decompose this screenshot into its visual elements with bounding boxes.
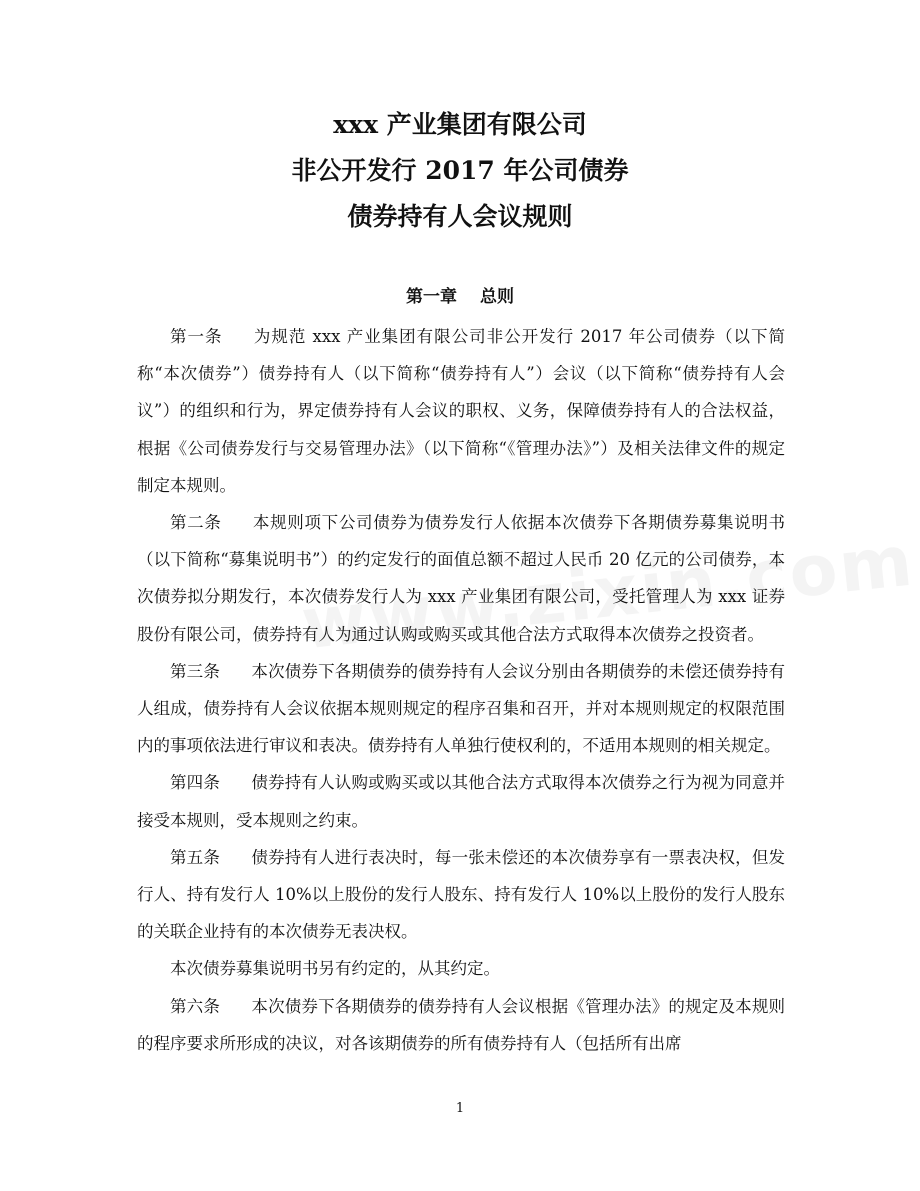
note-paragraph bbox=[137, 950, 785, 987]
article-paragraph bbox=[137, 318, 785, 504]
article-number: 第四条 bbox=[170, 773, 221, 793]
article-number: 第一条 bbox=[170, 327, 223, 346]
article-text: 本次债券下各期债券的债券持有人会议根据《管理办法》的规定及本规则的程序要求所形成的决议，对各该期债券的所有债券持有人（包括所有出席 bbox=[137, 996, 786, 1053]
document-title bbox=[0, 102, 920, 240]
article-number: 第三条 bbox=[170, 661, 221, 681]
article-paragraph bbox=[137, 988, 785, 1062]
article-paragraph bbox=[137, 839, 785, 951]
chapter-heading: 第一章 总则 bbox=[406, 287, 514, 307]
article-text: 债券持有人认购或购买或以其他合法方式取得本次债券之行为视为同意并接受本规则，受本规则之约束。 bbox=[137, 773, 786, 830]
article-text: 债券持有人进行表决时，每一张未偿还的本次债券享有一票表决权，但发行人、持有发行人 10%以上股份的发行人股东、持有发行人 10%以上股份的发行人股东的关联企业持有的本次债券无表决权。 bbox=[137, 847, 786, 942]
article-paragraph bbox=[137, 653, 785, 765]
article-paragraph bbox=[137, 504, 785, 653]
article-number: 第五条 bbox=[170, 847, 221, 867]
article-number: 第六条 bbox=[170, 996, 221, 1016]
title-line-issue: 非公开发行 2017 年公司债券 bbox=[291, 156, 629, 185]
title-line-rules: 债券持有人会议规则 bbox=[347, 202, 573, 231]
article-text: 本次债券下各期债券的债券持有人会议分别由各期债券的未偿还债券持有人组成，债券持有人会议依据本规则规定的程序召集和召开，并对本规则规定的权限范围内的事项依法进行审议和表决。债券持有人单独行使权利的，不适用本规则的相关规定。 bbox=[137, 661, 786, 756]
article-text: 本次债券募集说明书另有约定的，从其约定。 bbox=[170, 959, 500, 979]
document-body bbox=[137, 318, 785, 1062]
article-number: 第二条 bbox=[170, 513, 222, 533]
article-text: 为规范 xxx 产业集团有限公司非公开发行 2017 年公司债券（以下简称“本次债券”）债券持有人（以下简称“债券持有人”）会议（以下简称“债券持有人会议”）的组织和行为，界定债券持有人会议的职权、义务，保障债券持有人的合法权益，根据《公司债券发行与交易管理办法》（以下简称“《管理办法》”）及相关法律文件的规定制定本规则。 bbox=[137, 327, 786, 495]
title-line-company: xxx 产业集团有限公司 bbox=[333, 110, 587, 139]
article-text: 本规则项下公司债券为债券发行人依据本次债券下各期债券募集说明书（以下简称“募集说明书”）的约定发行的面值总额不超过人民币 20 亿元的公司债券，本次债券拟分期发行，本次债券发行人为 xxx 产业集团有限公司，受托管理人为 xxx 证券股份有限公司，债券持有人为通过认购或购买或其他合法方式取得本次债券之投资者。 bbox=[137, 513, 786, 644]
article-paragraph bbox=[137, 764, 785, 838]
page-number: 1 bbox=[455, 1101, 465, 1116]
